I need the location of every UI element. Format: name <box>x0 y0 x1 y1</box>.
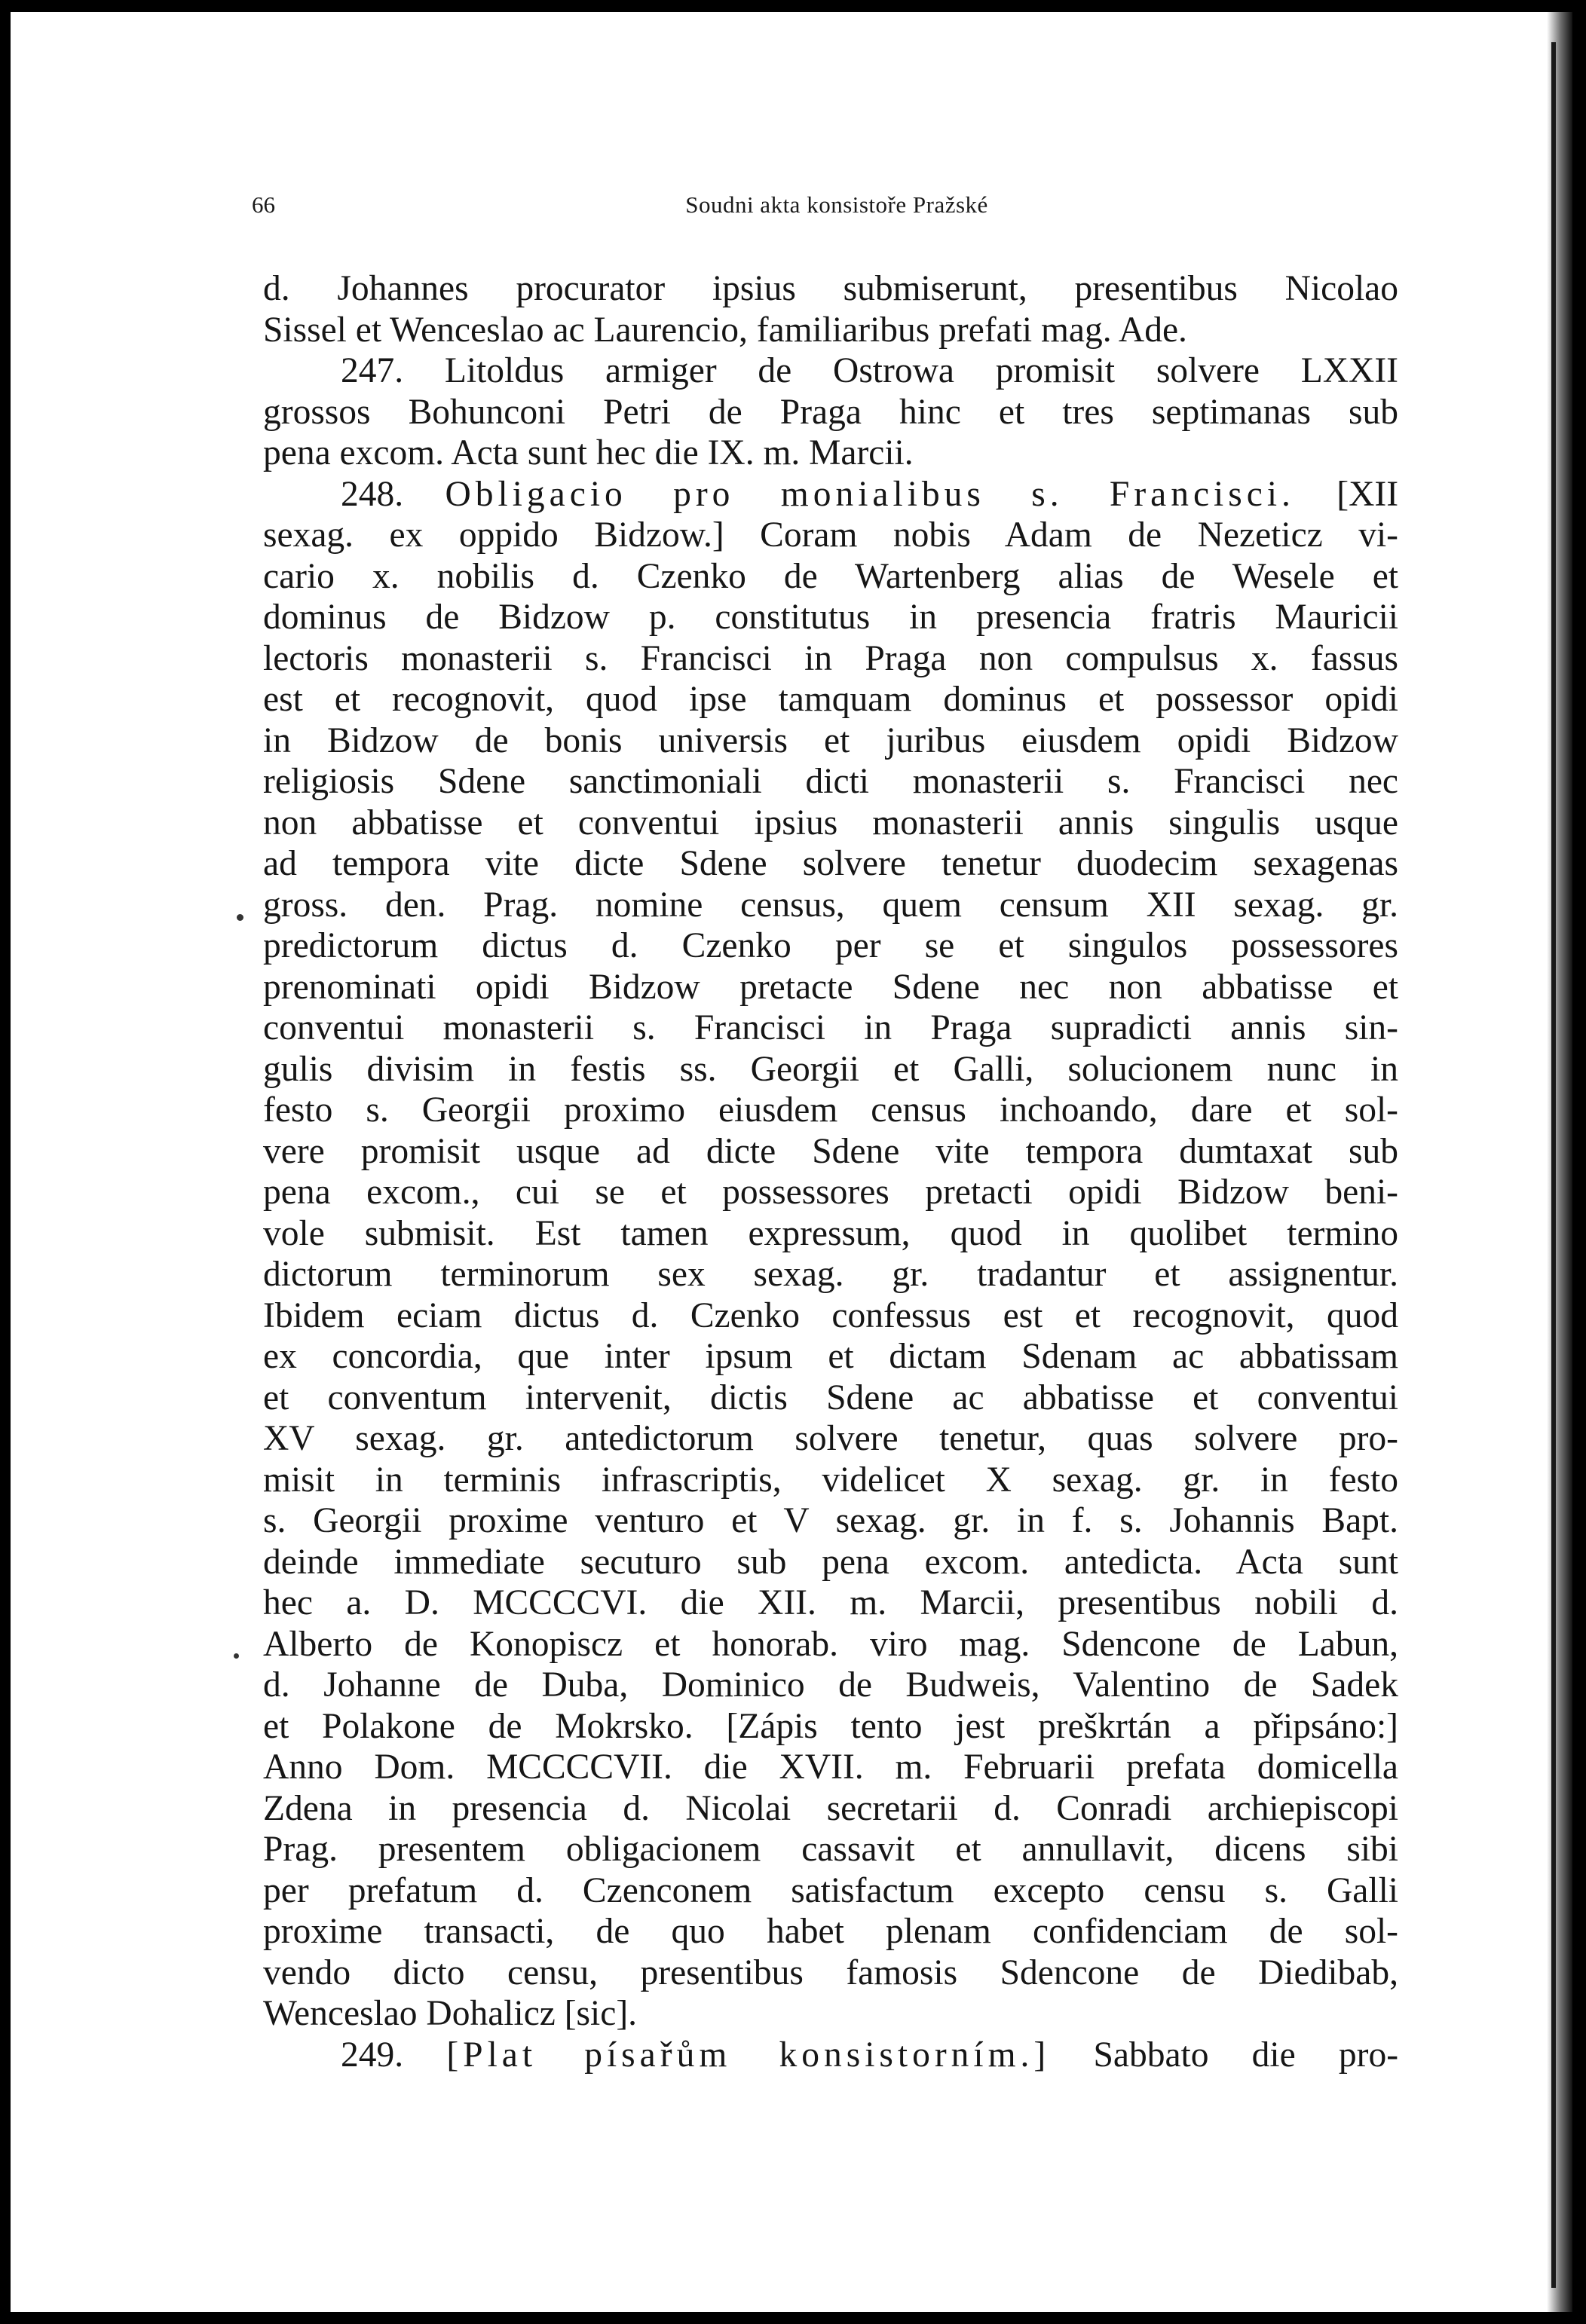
running-header <box>252 191 1422 229</box>
text-line: est et recognovit, quod ipse tamquam dominus et possessor opidi <box>263 680 1398 719</box>
body-text <box>263 268 1398 2075</box>
text-line: cario x. nobilis d. Czenko de Wartenberg alias de Wesele et <box>263 556 1398 596</box>
book-page <box>11 12 1572 2312</box>
text-line: s. Georgii proxime venturo et V sexag. gr. in f. s. Johannis Bapt. <box>263 1501 1398 1540</box>
text-line: non abbatisse et conventui ipsius monasterii annis singulis usque <box>263 803 1398 842</box>
text-line: et conventum intervenit, dictis Sdene ac abbatisse et conventui <box>263 1378 1398 1417</box>
text-line: Prag. presentem obligacionem cassavit et annullavit, dicens sibi <box>263 1830 1398 1869</box>
text-line: Zdena in presencia d. Nicolai secretarii d. Conradi archiepiscopi <box>263 1788 1398 1828</box>
text-line: et Polakone de Mokrsko. [Zápis tento jest preškrtán a připsáno:] <box>263 1706 1398 1746</box>
entry-number: 248. <box>341 474 404 514</box>
text-line: Alberto de Konopiscz et honorab. viro mag. Sdencone de Labun, <box>263 1624 1398 1664</box>
text-line: hec a. D. MCCCCVI. die XII. m. Marcii, presentibus nobili d. <box>263 1583 1398 1622</box>
entry-title-spaced: Obligacio pro monialibus s. Francisci. <box>445 474 1295 514</box>
text-line: gulis divisim in festis ss. Georgii et Galli, solucionem nunc in <box>263 1049 1398 1089</box>
running-title: Soudni akta konsistoře Pražské <box>685 191 988 218</box>
text-line: ex concordia, que inter ipsum et dictam Sdenam ac abbatissam <box>263 1337 1398 1376</box>
text-line: deinde immediate secuturo sub pena excom. antedicta. Acta sunt <box>263 1542 1398 1582</box>
text-line: d. Johannes procurator ipsius submiserunt, presentibus Nicolao <box>263 269 1398 308</box>
text-line: grossos Bohunconi Petri de Praga hinc et tres septimanas sub <box>263 392 1398 432</box>
text-line: conventui monasterii s. Francisci in Praga supradicti annis sin- <box>263 1008 1398 1047</box>
entry-bracket-note: [XII <box>1336 474 1399 514</box>
text-line: pena excom. Acta sunt hec die IX. m. Marcii. <box>263 433 914 472</box>
text-line: lectoris monasterii s. Francisci in Praga non compulsus x. fassus <box>263 638 1398 678</box>
text-line: d. Johanne de Duba, Dominico de Budweis, Valentino de Sadek <box>263 1665 1398 1705</box>
entry-number: 249. <box>341 2035 404 2075</box>
entry-title-spaced: [Plat písařům konsistorním.] <box>446 2035 1051 2075</box>
margin-dot <box>237 914 243 921</box>
text-line: vole submisit. Est tamen expressum, quod in quolibet termino <box>263 1213 1398 1253</box>
text-line: Sissel et Wenceslao ac Laurencio, familiaribus prefati mag. Ade. <box>263 310 1187 350</box>
text-line: proxime transacti, de quo habet plenam confidenciam de sol- <box>263 1912 1398 1951</box>
text-line: misit in terminis infrascriptis, videlicet X sexag. gr. in festo <box>263 1460 1398 1500</box>
margin-dot <box>234 1653 239 1659</box>
entry-249-heading-line <box>263 2035 1398 2076</box>
page-number: 66 <box>252 191 275 218</box>
text-line: XV sexag. gr. antedictorum solvere tenetur, quas solvere pro- <box>263 1419 1398 1458</box>
text-line: festo s. Georgii proximo eiusdem census inchoando, dare et sol- <box>263 1090 1398 1130</box>
text-line: sexag. ex oppido Bidzow.] Coram nobis Adam de Nezeticz vi- <box>263 515 1398 555</box>
text-line: dictorum terminorum sex sexag. gr. tradantur et assignentur. <box>263 1255 1398 1294</box>
text-line: prenominati opidi Bidzow pretacte Sdene nec non abbatisse et <box>263 967 1398 1007</box>
entry-248-heading-line <box>263 474 1398 515</box>
text-line: gross. den. Prag. nomine census, quem censum XII sexag. gr. <box>263 885 1398 925</box>
text-line: vere promisit usque ad dicte Sdene vite tempora dumtaxat sub <box>263 1131 1398 1171</box>
text-line: Anno Dom. MCCCCVII. die XVII. m. Februarii prefata domicella <box>263 1748 1398 1787</box>
text-line: ad tempora vite dicte Sdene solvere tenetur duodecim sexagenas <box>263 844 1398 883</box>
page-binding-edge <box>1551 42 1556 2288</box>
text-line: predictorum dictus d. Czenko per se et singulos possessores <box>263 926 1398 965</box>
text-line: pena excom., cui se et possessores pretacti opidi Bidzow beni- <box>263 1173 1398 1212</box>
text-line: Ibidem eciam dictus d. Czenko confessus est et recognovit, quod <box>263 1295 1398 1335</box>
text-line: in Bidzow de bonis universis et juribus eiusdem opidi Bidzow <box>263 720 1398 760</box>
text-line: Wenceslao Dohalicz [sic]. <box>263 1994 638 2033</box>
text-line: religiosis Sdene sanctimoniali dicti monasterii s. Francisci nec <box>263 762 1398 801</box>
text-line: 247. Litoldus armiger de Ostrowa promisit solvere LXXII <box>341 351 1398 390</box>
text-line: per prefatum d. Czenconem satisfactum excepto censu s. Galli <box>263 1870 1398 1910</box>
text-line: vendo dicto censu, presentibus famosis Sdencone de Diedibab, <box>263 1952 1398 1992</box>
entry-continuation: Sabbato die pro- <box>1093 2035 1399 2075</box>
text-line: dominus de Bidzow p. constitutus in presencia fratris Mauricii <box>263 598 1398 637</box>
